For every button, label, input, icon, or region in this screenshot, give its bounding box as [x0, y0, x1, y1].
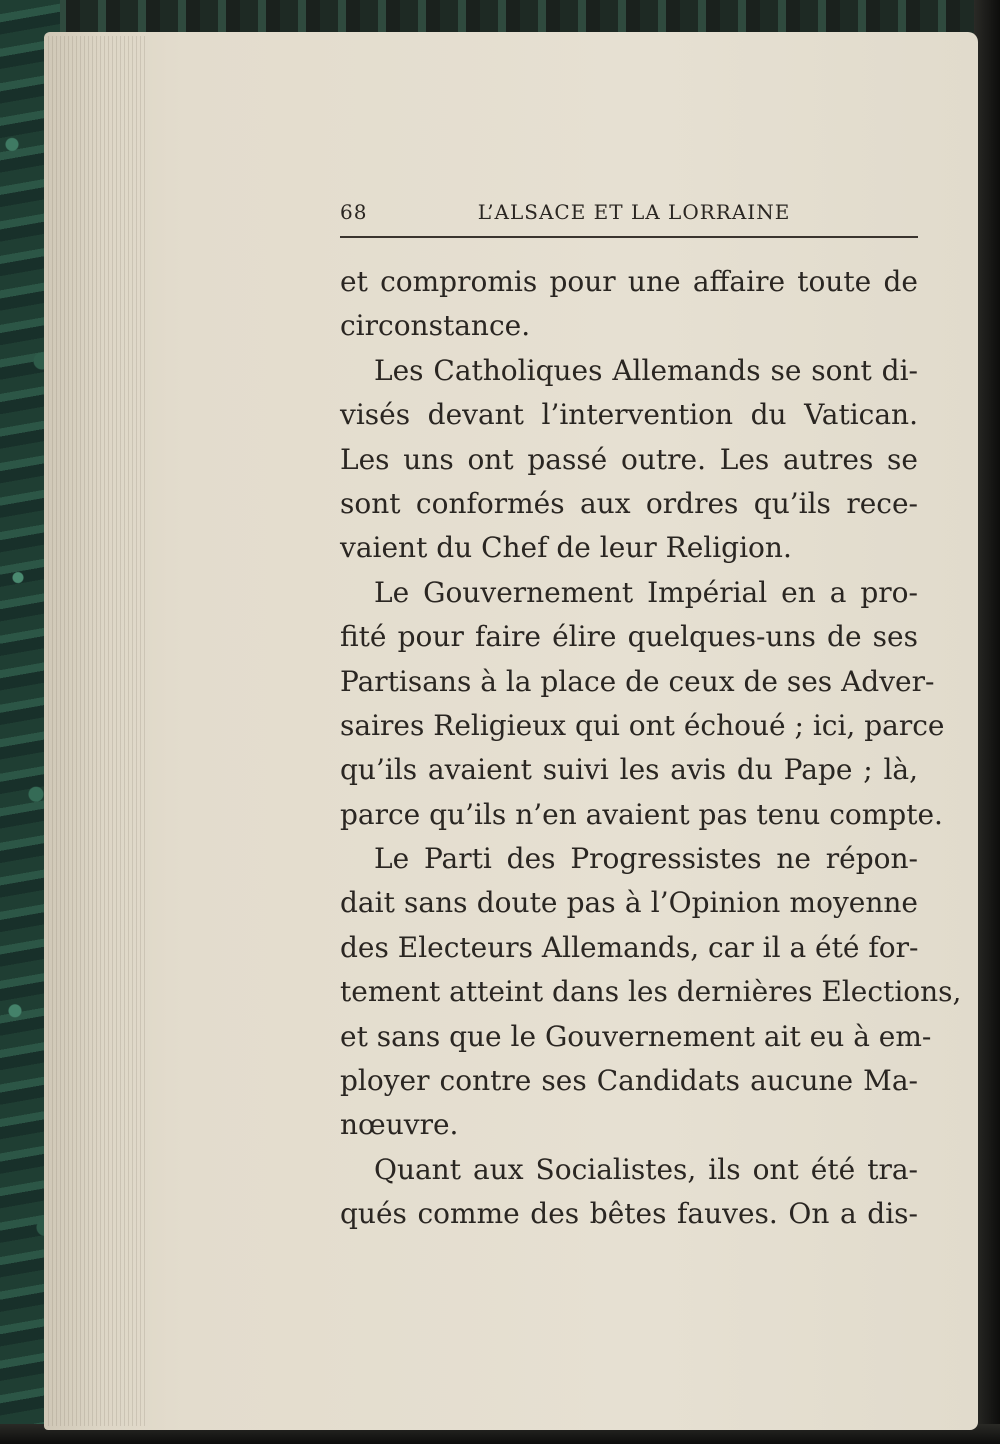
text-line: Les uns ont passé outre. Les autres se — [340, 442, 918, 476]
text-line: circonstance. — [340, 309, 531, 343]
text-line: qués comme des bêtes fauves. On a dis- — [340, 1197, 918, 1231]
text-line: visés devant l’intervention du Vatican. — [340, 398, 918, 432]
page-content — [340, 190, 962, 1237]
text-line: Les Catholiques Allemands se sont di- — [374, 353, 918, 387]
body-text — [340, 260, 962, 1237]
text-line: nœuvre. — [340, 1108, 459, 1142]
running-title: L’ALSACE ET LA LORRAINE — [477, 200, 791, 224]
page-number: 68 — [340, 200, 368, 224]
text-line: des Electeurs Allemands, car il a été for- — [340, 930, 919, 964]
text-line: et compromis pour une affaire toute de — [340, 265, 918, 298]
page-edges — [48, 36, 148, 1426]
header-rule — [340, 236, 918, 238]
text-line: et sans que le Gouvernement ait eu à em- — [340, 1019, 932, 1053]
text-line: Partisans à la place de ceux de ses Adver- — [340, 664, 935, 698]
text-line: parce qu’ils n’en avaient pas tenu compte. — [340, 797, 943, 831]
text-line: sont conformés aux ordres qu’ils rece- — [340, 486, 918, 520]
text-line: dait sans doute pas à l’Opinion moyenne — [340, 886, 918, 920]
book-cover-top — [0, 0, 1000, 36]
running-head — [340, 190, 918, 230]
text-line: tement atteint dans les dernières Elections, — [340, 975, 962, 1009]
text-line: Le Parti des Progressistes ne répon- — [374, 842, 918, 876]
text-line: saires Religieux qui ont échoué ; ici, parce — [340, 708, 945, 742]
text-line: ployer contre ses Candidats aucune Ma- — [340, 1064, 918, 1098]
text-line: fité pour faire élire quelques-uns de ses — [340, 620, 918, 654]
text-line: qu’ils avaient suivi les avis du Pape ; là, — [340, 753, 918, 787]
text-line: Quant aux Socialistes, ils ont été tra- — [374, 1152, 918, 1186]
text-line: vaient du Chef de leur Religion. — [340, 531, 792, 565]
text-line: Le Gouvernement Impérial en a pro- — [374, 575, 918, 609]
